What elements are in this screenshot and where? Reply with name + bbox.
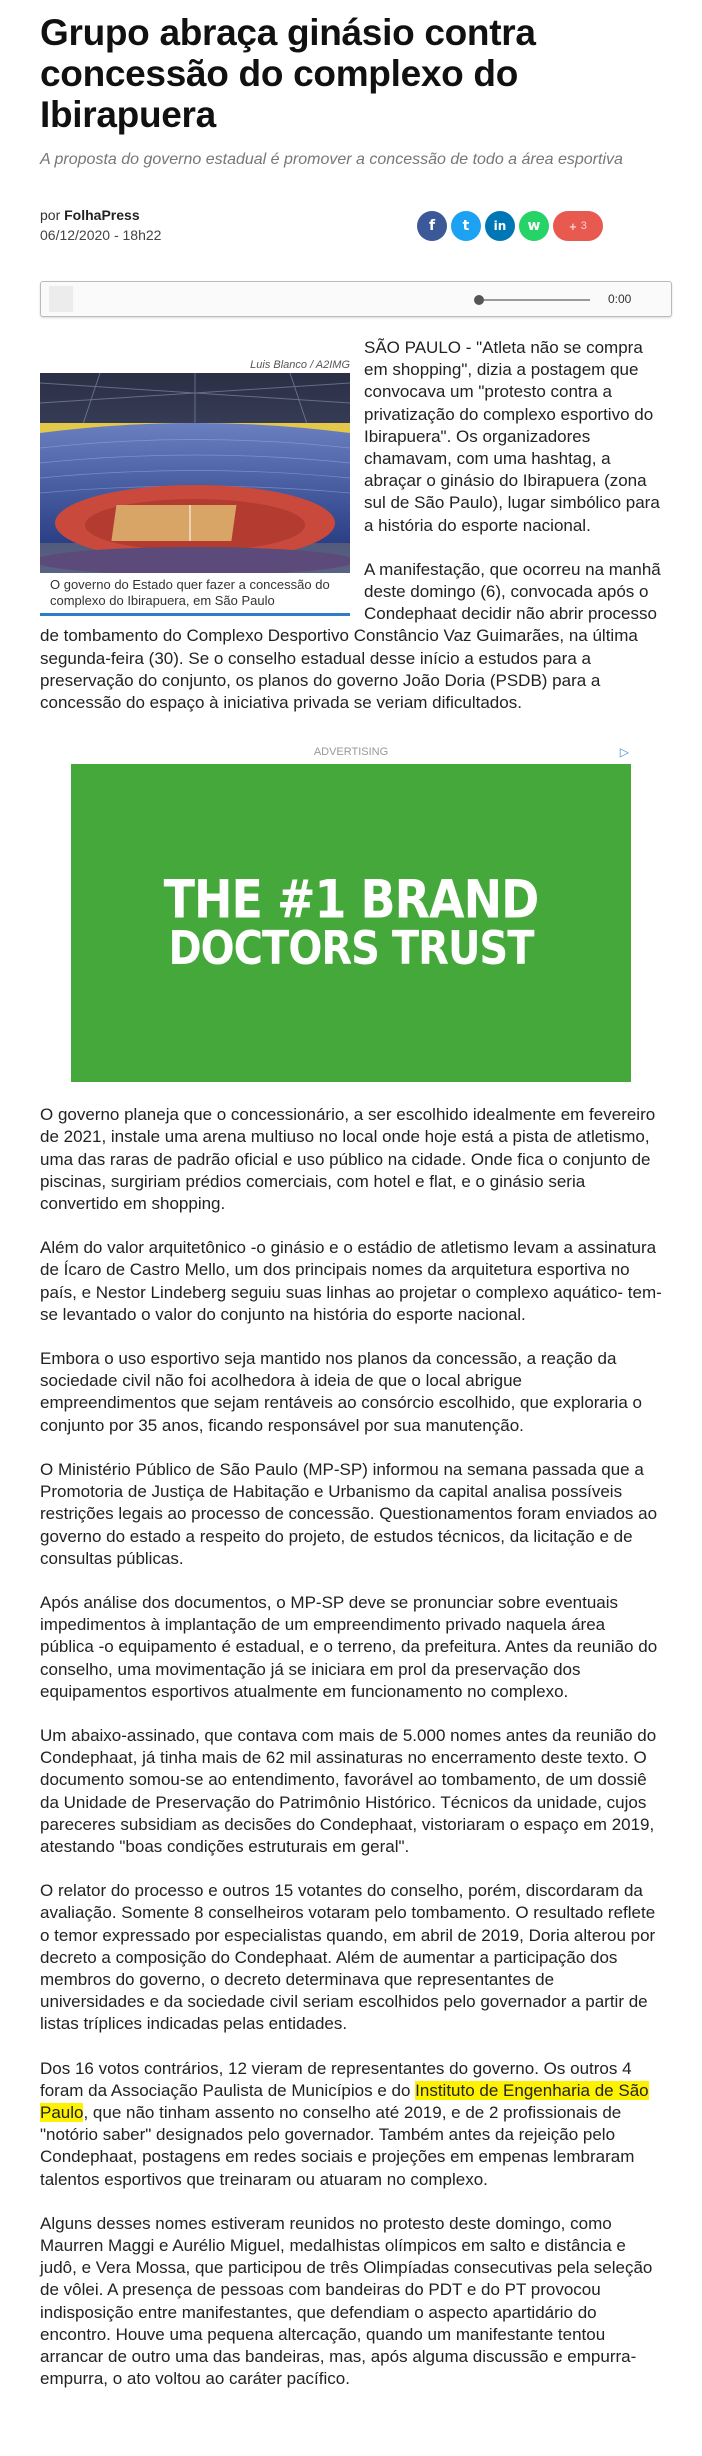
more-share-button[interactable]	[553, 211, 603, 241]
adchoices-icon[interactable]: ▷	[619, 745, 629, 760]
paragraph-10-part-a: Dos 16 votos contrários, 12 vieram de representantes do governo. Os outros 4 foram da Associação Paulista de Municípios e do	[40, 2058, 632, 2100]
audio-progress-handle[interactable]	[474, 295, 484, 305]
whatsapp-share-button[interactable]	[519, 211, 549, 241]
paragraph-2: A manifestação, que ocorreu na manhã deste domingo (6), convocada após o Condephaat decidir não abrir processo de tombamento do Complexo Desportivo Constâncio Vaz Guimarães, na última segunda-feira (30). Se o conselho estadual desse início a estudos para a preservação do conjunto, os planos do governo João Doria (PSDB) para a concessão do espaço à iniciativa privada se veriam dificultados.	[40, 559, 661, 713]
ad-headline-line2: DOCTORS TRUST	[168, 922, 534, 976]
audio-player	[40, 281, 672, 317]
paragraph-3: O governo planeja que o concessionário, a ser escolhido idealmente em fevereiro de 2021, instale uma arena multiuso no local onde hoje está a pista de atletismo, uma das raras de padrão oficial e uso público na cidade. Onde fica o conjunto de piscinas, surgiriam prédios comerciais, com hotel e flat, e o ginásio seria convertido em shopping.	[40, 1105, 656, 1214]
audio-time: 0:00	[608, 292, 632, 306]
gymnasium-photo	[40, 373, 350, 573]
paragraph-4: Além do valor arquitetônico -o ginásio e o estádio de atletismo levam a assinatura de Ícaro de Castro Mello, um dos principais nomes da arquitetura esportiva no país, e Nestor Lindeberg seguiu suas linhas ao projetar o complexo aquático- tem-se levantado o valor do conjunto na história do esporte nacional.	[40, 1238, 662, 1324]
ad-headline-line1: THE #1 BRAND	[163, 868, 539, 931]
twitter-icon: t	[462, 218, 470, 234]
article-title: Grupo abraça ginásio contra concessão do complexo do Ibirapuera	[40, 12, 536, 135]
article-body	[40, 337, 662, 2390]
photo-caption: O governo do Estado quer fazer a concessão do complexo do Ibirapuera, em São Paulo	[40, 573, 350, 616]
paragraph-8: Um abaixo-assinado, que contava com mais de 5.000 nomes antes da reunião do Condephaat, já tinha mais de 62 mil assinaturas no encerramento deste texto. O documento somou-se ao entendimento, favorável ao tombamento, de um dossiê da Unidade de Preservação do Patrimônio Histórico. Técnicos da unidade, cujos pareceres subsidiam as decisões do Condephaat, vistoriaram o espaço em 2019, atestando "boas condições estruturais em geral".	[40, 1725, 657, 1856]
author-link[interactable]: FolhaPress	[64, 207, 140, 223]
whatsapp-icon: w	[527, 218, 541, 234]
publish-date: 06/12/2020 - 18h22	[40, 227, 162, 243]
share-count: 3	[580, 220, 587, 232]
ad-label: ADVERTISING	[313, 746, 389, 759]
facebook-icon: f	[428, 218, 436, 234]
paragraph-5: Embora o uso esportivo seja mantido nos planos da concessão, a reação da sociedade civil não foi acolhedora à ideia de que o local abrigue empreendimentos que sejam rentáveis ao consórcio escolhido, que exploraria o conjunto por 35 anos, ficando responsável por sua manutenção.	[40, 1349, 642, 1435]
paragraph-10-part-b: , que não tinham assento no conselho até 2019, e de 2 profissionais de "notório saber" designados pelo governador. Também antes da rejeição pelo Condephaat, postagens em redes sociais e projeções em empenas lembraram talentos esportivos que treinaram ou atuaram no complexo.	[40, 2102, 635, 2189]
paragraph-11: Alguns desses nomes estiveram reunidos no protesto deste domingo, como Maurren Maggi e Aurélio Miguel, medalhistas olímpicos em salto e distância e judô, e Vera Mossa, que participou de três Olimpíadas consecutivas pela seleção de vôlei. A presença de pessoas com bandeiras do PDT e do PT provocou indisposição entre manifestantes, que defendiam o aspecto apartidário do encontro. Houve uma pequena altercação, quando um manifestante tentou arrancar de outro uma das bandeiras, mas, após alguma discussão e empurra-empurra, o ato voltou ao caráter pacífico.	[40, 2213, 653, 2389]
byline-prefix: por	[40, 207, 61, 223]
paragraph-9: O relator do processo e outros 15 votantes do conselho, porém, discordaram da avaliação. Somente 8 conselheiros votaram pelo tombamento. O resultado reflete o temor expressado por especialistas quando, em abril de 2019, Doria alterou por decreto a composição do Condephaat. Além de aumentar a participação dos membros do governo, o decreto determinava que representantes de universidades e da sociedade civil seriam escolhidos pelo governador a partir de listas tríplices indicadas pelas entidades.	[40, 1881, 656, 2034]
paragraph-6: O Ministério Público de São Paulo (MP-SP) informou na semana passada que a Promotoria de Justiça de Habitação e Urbanismo da capital analisa possíveis restrições legais ao processo de concessão. Questionamentos foram enviados ao governo do estado a respeito do projeto, de estudos técnicos, da licitação e de consultas públicas.	[40, 1459, 658, 1568]
ad-banner[interactable]	[71, 764, 631, 1082]
audio-progress-track[interactable]	[478, 299, 590, 301]
share-bar	[417, 211, 603, 241]
article-subtitle: A proposta do governo estadual é promover a concessão de todo a área esportiva	[40, 151, 623, 168]
play-button[interactable]	[49, 286, 73, 312]
facebook-share-button[interactable]	[417, 211, 447, 241]
twitter-share-button[interactable]	[451, 211, 481, 241]
linkedin-icon: in	[493, 219, 507, 233]
paragraph-1: SÃO PAULO - "Atleta não se compra em shopping", dizia a postagem que convocava um "protesto contra a privatização do complexo esportivo do Ibirapuera". Os organizadores chamavam, com uma hashtag, a abraçar o ginásio do Ibirapuera (zona sul de São Paulo), lugar simbólico para a história do esporte nacional.	[364, 338, 660, 535]
article-figure	[40, 357, 350, 616]
photo-credit: Luis Blanco / A2IMG	[250, 359, 350, 371]
advertisement[interactable]	[71, 744, 631, 1082]
paragraph-7: Após análise dos documentos, o MP-SP deve se pronunciar sobre eventuais impedimentos à implantação de um empreendimento privado naquela área pública -o equipamento é estadual, e o terreno, da prefeitura. Antes da reunião do conselho, uma movimentação já se iniciara em prol da preservação dos equipamentos esportivos atualmente em funcionamento no complexo.	[40, 1592, 658, 1701]
plus-icon: +	[569, 218, 577, 234]
highlighted-link[interactable]: Instituto de Engenharia de São Paulo	[40, 2080, 649, 2122]
paragraph-10	[40, 2058, 662, 2191]
linkedin-share-button[interactable]	[485, 211, 515, 241]
meta-row	[40, 205, 662, 251]
